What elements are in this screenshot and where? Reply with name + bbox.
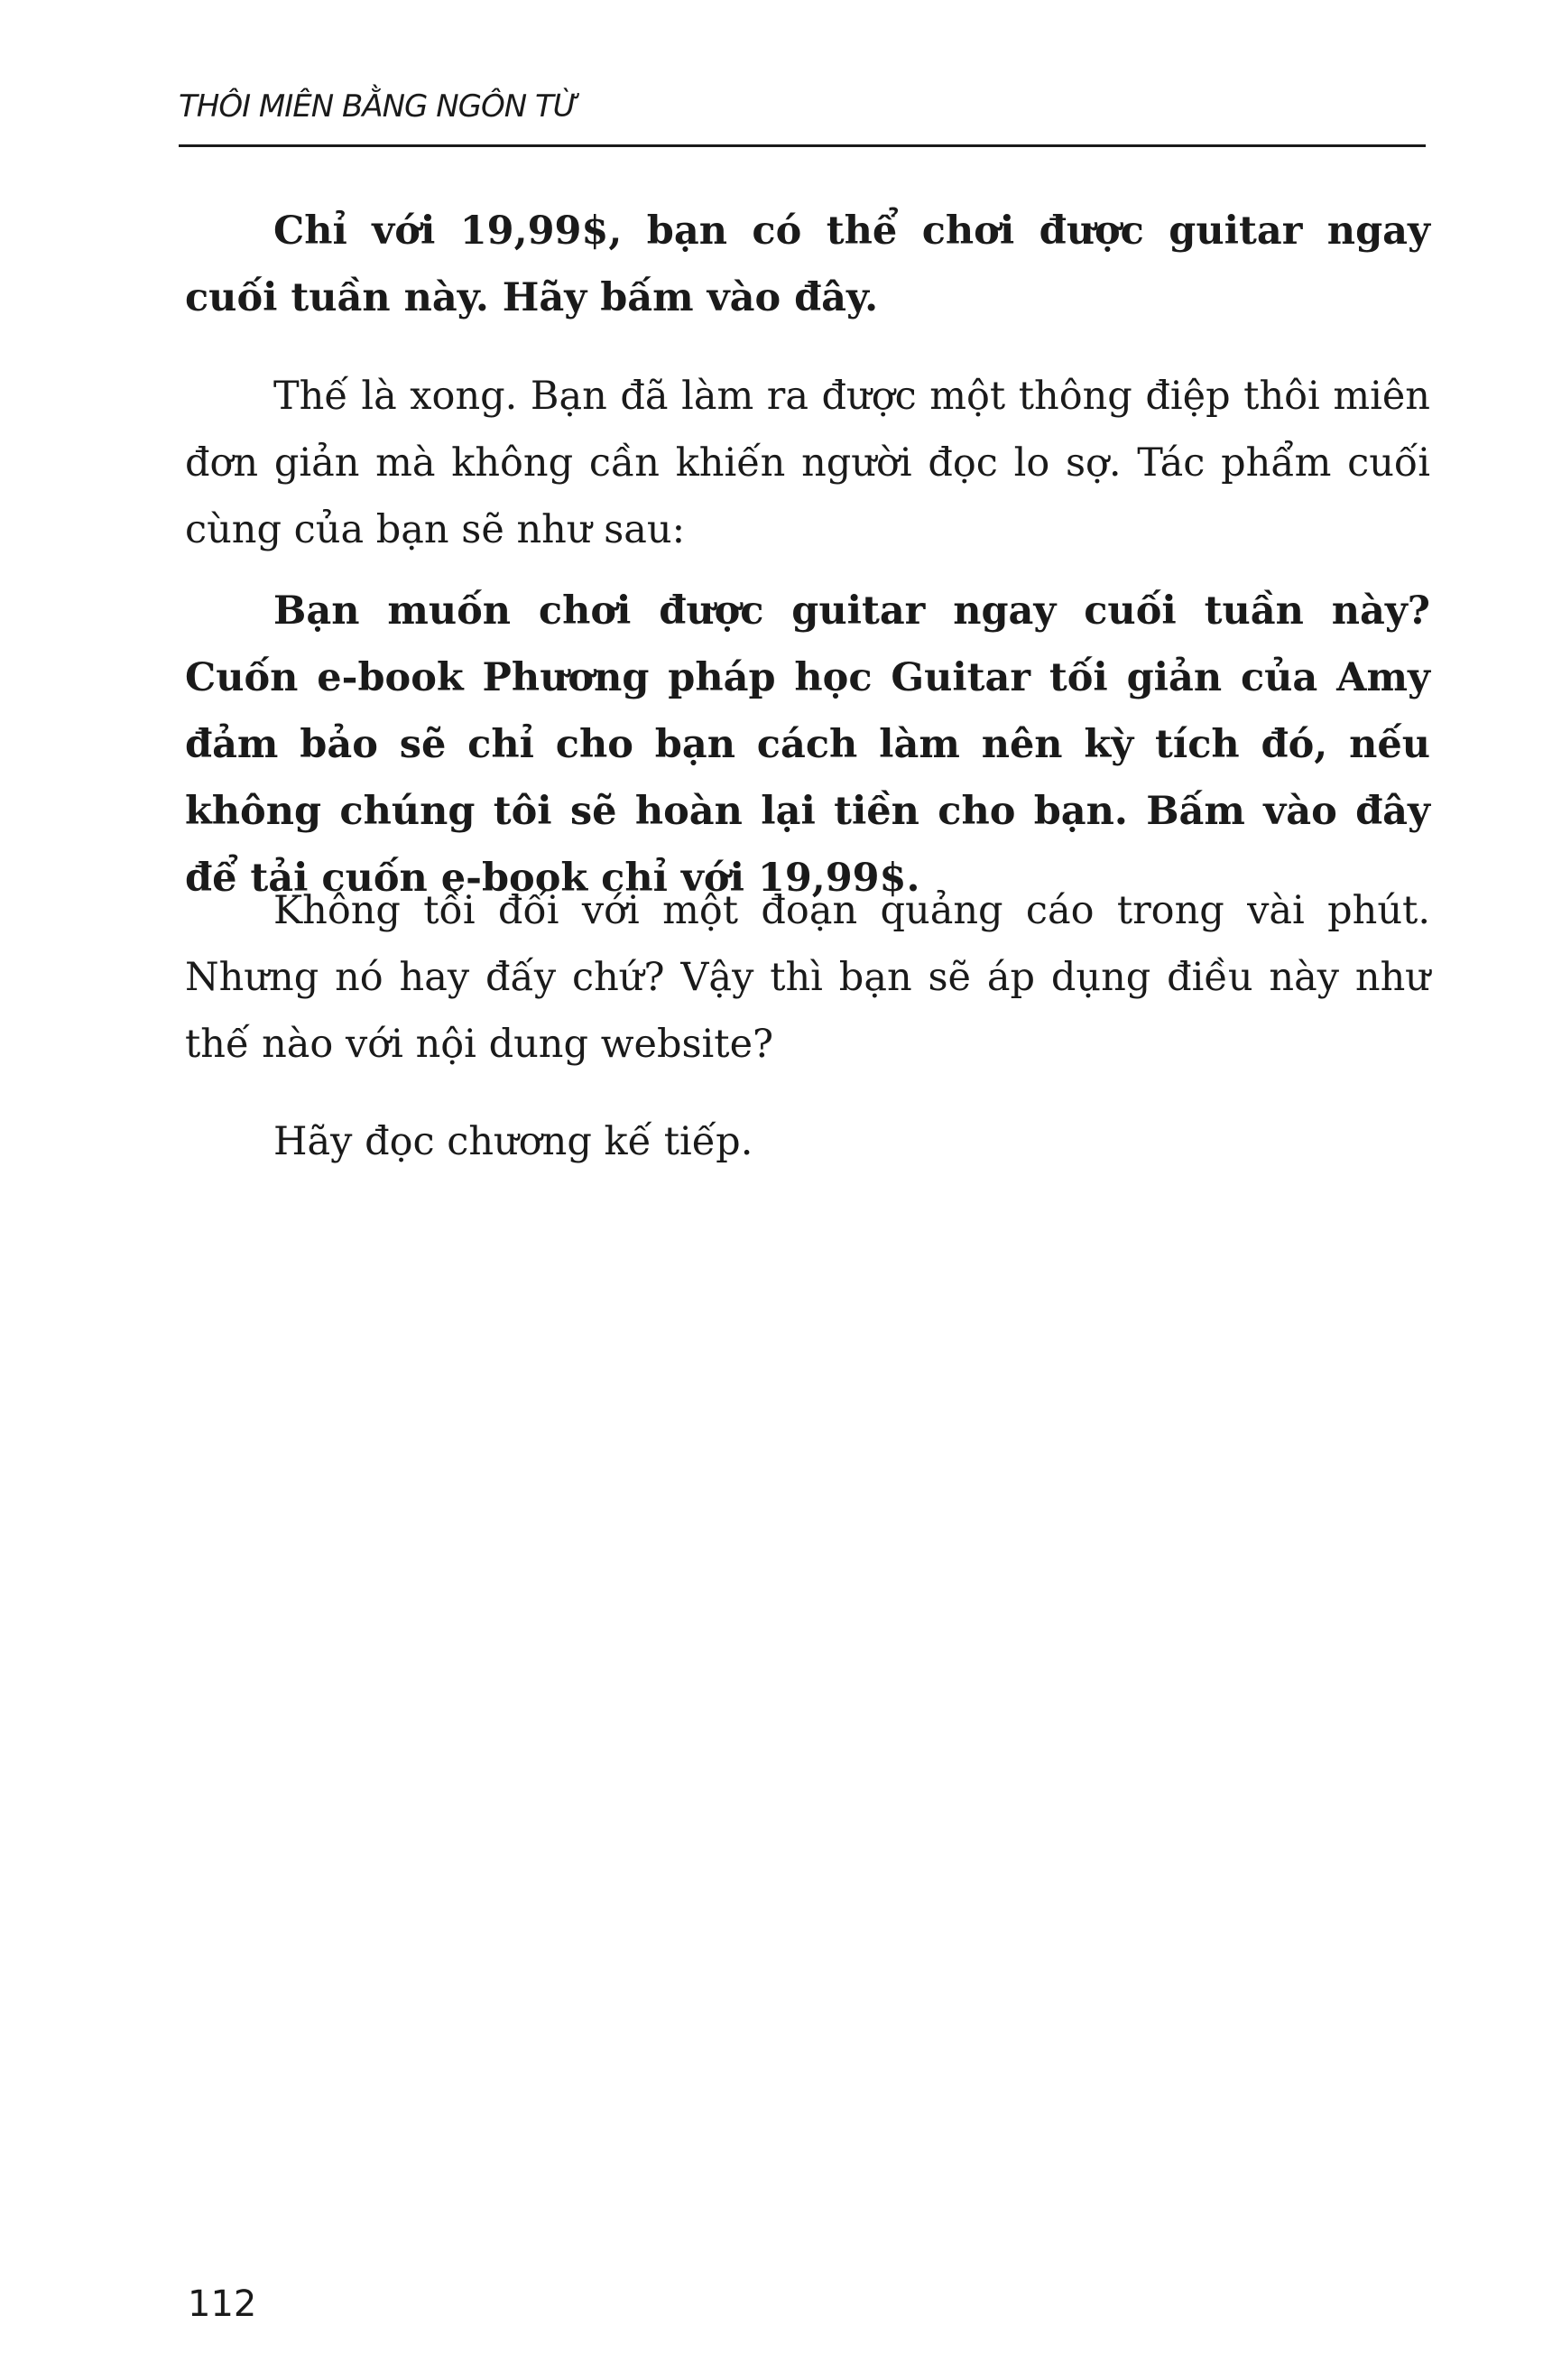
running-header: THÔI MIÊN BẰNG NGÔN TỪ [179, 88, 578, 125]
header-divider [179, 144, 1426, 147]
page-number: 112 [188, 2283, 257, 2325]
paragraph-final-ad: Bạn muốn chơi được guitar ngay cuối tuần này? Cuốn e-book Phương pháp học Guitar tối giản của Amy đảm bảo sẽ chỉ cho bạn cách làm nên kỳ tích đó, nếu không chúng tôi sẽ hoàn lại tiền cho bạn. Bấm vào đây để tải cuốn e-book chỉ với 19,99$. [185, 588, 1430, 901]
paragraph-ad-draft: Chỉ với 19,99$, bạn có thể chơi được guitar ngay cuối tuần này. Hãy bấm vào đây. [185, 208, 1430, 320]
paragraph-commentary: Không tồi đối với một đoạn quảng cáo trong vài phút. Nhưng nó hay đấy chứ? Vậy thì bạn sẽ áp dụng điều này như thế nào với nội dung website? [185, 888, 1430, 1067]
paragraph-conclusion: Thế là xong. Bạn đã làm ra được một thông điệp thôi miên đơn giản mà không cần khiến người đọc lo sợ. Tác phẩm cuối cùng của bạn sẽ như sau: [185, 374, 1430, 552]
paragraph-next-chapter: Hãy đọc chương kế tiếp. [273, 1119, 753, 1164]
